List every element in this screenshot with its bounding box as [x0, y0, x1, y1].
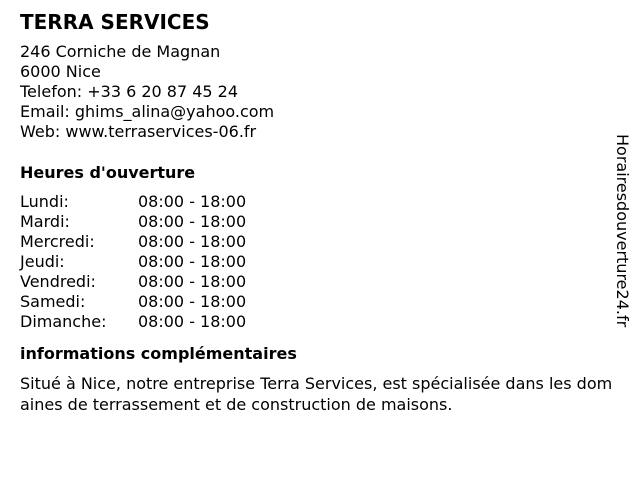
- hours-table: [20, 192, 615, 332]
- hours-row-lundi: [20, 192, 615, 212]
- city-address: 6000 Nice: [20, 62, 101, 81]
- info-description: Situé à Nice, notre entreprise Terra Services, est spécialisée dans les domaines de terrassement et de construction de maisons.: [20, 374, 613, 414]
- info-heading: informations complémentaires: [20, 344, 297, 363]
- time-range: 08:00 - 18:00: [138, 292, 247, 311]
- day-label: Mardi:: [20, 212, 70, 231]
- company-name: TERRA SERVICES: [20, 10, 210, 34]
- phone-line: Telefon: +33 6 20 87 45 24: [20, 82, 239, 101]
- business-card: [20, 0, 615, 415]
- web-line: Web: www.terraservices-06.fr: [20, 122, 257, 141]
- time-range: 08:00 - 18:00: [138, 232, 247, 251]
- time-range: 08:00 - 18:00: [138, 252, 247, 271]
- email-line: Email: ghims_alina@yahoo.com: [20, 102, 275, 121]
- contact-block: [20, 42, 615, 142]
- day-label: Samedi:: [20, 292, 86, 311]
- day-label: Mercredi:: [20, 232, 95, 251]
- hours-heading: Heures d'ouverture: [20, 163, 196, 182]
- day-label: Lundi:: [20, 192, 69, 211]
- day-label: Dimanche:: [20, 312, 107, 331]
- time-range: 08:00 - 18:00: [138, 212, 247, 231]
- hours-row-mercredi: [20, 232, 615, 252]
- hours-row-mardi: [20, 212, 615, 232]
- time-range: 08:00 - 18:00: [138, 272, 247, 291]
- day-label: Vendredi:: [20, 272, 96, 291]
- hours-row-samedi: [20, 292, 615, 312]
- day-label: Jeudi:: [20, 252, 65, 271]
- hours-row-dimanche: [20, 312, 615, 332]
- site-watermark: Horairesdouverture24.fr: [613, 134, 632, 328]
- time-range: 08:00 - 18:00: [138, 312, 247, 331]
- hours-row-vendredi: [20, 272, 615, 292]
- street-address: 246 Corniche de Magnan: [20, 42, 221, 61]
- watermark-container: [612, 134, 632, 346]
- hours-row-jeudi: [20, 252, 615, 272]
- time-range: 08:00 - 18:00: [138, 192, 247, 211]
